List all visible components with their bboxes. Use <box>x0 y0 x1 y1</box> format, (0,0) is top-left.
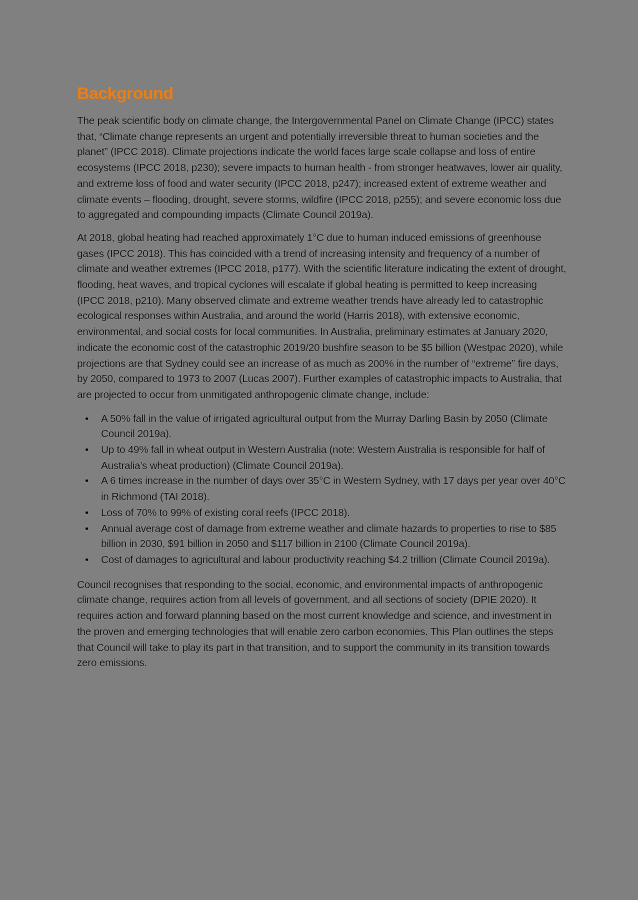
list-item-text: A 6 times increase in the number of days over 35°C in Western Sydney, with 17 days per year over 40°C in Richmond (TAI 2018). <box>101 476 566 504</box>
bullet-icon: • <box>85 507 89 519</box>
list-item <box>85 443 567 474</box>
list-item-text: A 50% fall in the value of irrigated agricultural output from the Murray Darling Basin by 2050 (Climate Council 2019a). <box>101 413 548 441</box>
paragraph-heating: At 2018, global heating had reached approximately 1°C due to human induced emissions of greenhouse gases (IPCC 2018). This has coincided with a trend of increasing intensity and frequency of a number of climate and weather extremes (IPCC 2018, p177). With the scientific literature indicating the extent of drought, flooding, heat waves, and tropical cyclones will escalate if global heating is permitted to keep increasing (IPCC 2018, p210). Many observed climate and extreme weather trends have already led to catastrophic ecological responses within Australia, and around the world (Harris 2018), with extensive economic, environmental, and social costs for local communities. In Australia, preliminary estimates at January 2020, indicate the economic cost of the catastrophic 2019/20 bushfire season to be $5 billion (Westpac 2020), while projections are that Sydney could see an increase of as much as 200% in the number of “extreme” fire days, by 2050, compared to 1973 to 2007 (Lucas 2007). Further examples of catastrophic impacts to Australia, that are projected to occur from unmitigated anthropogenic climate change, include: <box>77 232 567 401</box>
list-item <box>85 474 567 505</box>
list-item <box>85 506 567 522</box>
list-item-text: Annual average cost of damage from extreme weather and climate hazards to properties to rise to $85 billion in 2030, $91 billion in 2050 and $117 billion in 2100 (Climate Council 2019a). <box>101 523 557 551</box>
section-heading: Background <box>77 84 174 103</box>
paragraph-intro: The peak scientific body on climate change, the Intergovernmental Panel on Climate Change (IPCC) states that, “Climate change represents an urgent and potentially irreversible threat to human societies and the planet” (IPCC 2018). Climate projections indicate the world faces large scale collapse and loss of entire ecosystems (IPCC 2018, p230); severe impacts to human health - from stronger heatwaves, lower air quality, and extreme loss of food and water security (IPCC 2018, p247); increased extent of extreme weather and climate events – flooding, drought, severe storms, wildfire (IPCC 2018, p255); and severe economic loss due to aggregated and compounding impacts (Climate Council 2019a). <box>77 116 563 222</box>
impacts-list <box>77 412 567 569</box>
list-item-text: Loss of 70% to 99% of existing coral reefs (IPCC 2018). <box>101 507 350 519</box>
document-page <box>77 84 567 679</box>
bullet-icon: • <box>85 445 89 457</box>
list-item <box>85 522 567 553</box>
paragraph-council: Council recognises that responding to the social, economic, and environmental impacts of anthropogenic climate change, requires action from all levels of government, and all sections of society (DPIE 2020). It requires action and forward planning based on the most current knowledge and science, and investment in the proven and emerging technologies that will enable zero carbon economies. This Plan outlines the steps that Council will take to play its part in that transition, and to support the community in its transition towards zero emissions. <box>77 579 554 670</box>
bullet-icon: • <box>85 554 89 566</box>
bullet-icon: • <box>85 476 89 488</box>
bullet-icon: • <box>85 413 89 425</box>
list-item-text: Cost of damages to agricultural and labour productivity reaching $4.2 trillion (Climate Council 2019a). <box>101 554 550 566</box>
bullet-icon: • <box>85 523 89 535</box>
list-item <box>85 412 567 443</box>
list-item <box>85 553 567 569</box>
list-item-text: Up to 49% fall in wheat output in Western Australia (note: Western Australia is responsible for half of Australia’s wheat production) (Climate Council 2019a). <box>101 445 545 472</box>
